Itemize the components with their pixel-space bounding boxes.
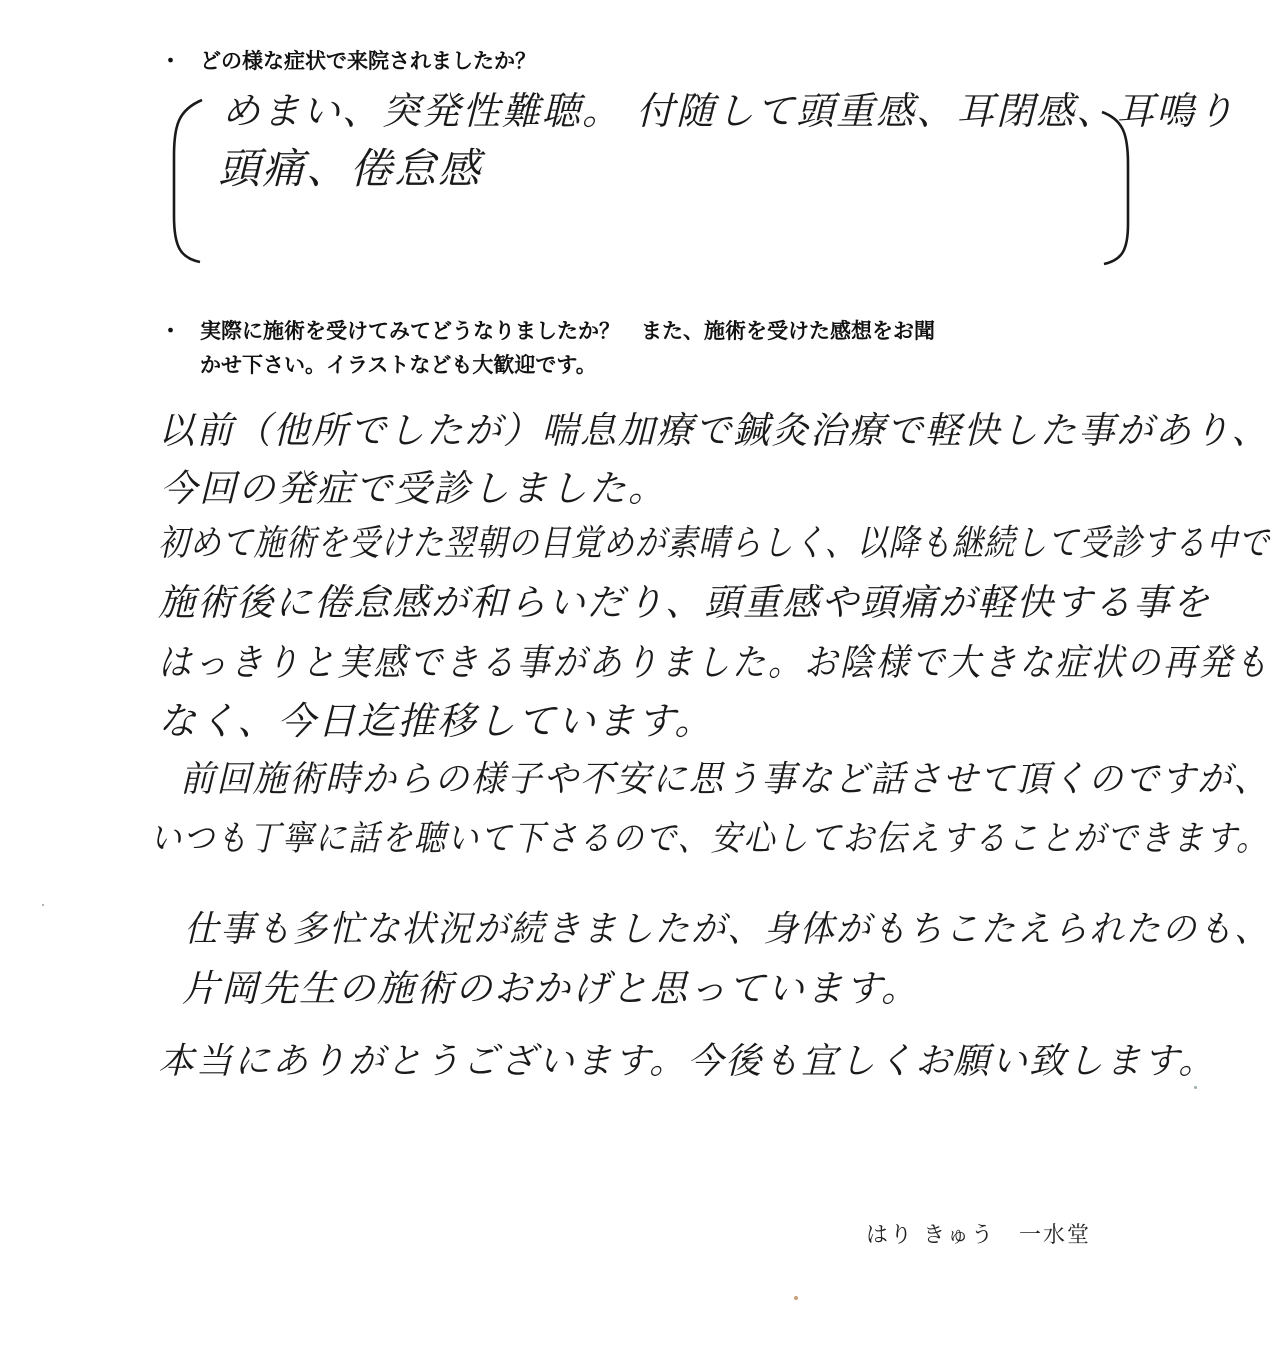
question-2 [160, 314, 935, 382]
left-bracket [168, 96, 208, 266]
question-2-line-2: かせ下さい。イラストなども大歓迎です。 [200, 353, 597, 377]
answer-2-line-5: はっきりと実感できる事がありました。お陰様で大きな症状の再発も [158, 641, 1271, 684]
answer-2-line-7: 前回施術時からの様子や不安に思う事など話させて頂くのですが、 [180, 759, 1270, 800]
answer-2-line-8: いつも丁寧に話を聴いて下さるので、安心してお伝えすることができます。 [150, 819, 1270, 859]
answer-2-line-4: 施術後に倦怠感が和らいだり、頭重感や頭痛が軽快する事を [158, 581, 1211, 624]
scan-speck [1194, 1086, 1197, 1089]
scan-speck [794, 1296, 798, 1300]
question-1-text: どの様な症状で来院されましたか？ [200, 49, 536, 73]
answer-2-line-11: 本当にありがとうございます。今後も宜しくお願い致します。 [158, 1041, 1217, 1082]
bullet: ・ [160, 319, 181, 343]
answer-2-line-6: なく、今日迄推移しています。 [158, 699, 715, 743]
answer-2-line-3: 初めて施術を受けた翌朝の目覚めが素晴らしく、以降も継続して受診する中で [158, 523, 1270, 564]
answer-2-line-1: 以前（他所でしたが）喘息加療で鍼灸治療で軽快した事があり、 [158, 409, 1270, 452]
answer-2-line-10: 片岡先生の施術のおかげと思っています。 [182, 967, 921, 1010]
answer-2-line-9: 仕事も多忙な状況が続きましたが、身体がもちこたえられたのも、 [184, 909, 1271, 950]
clinic-signature: はり きゅう 一水堂 [866, 1223, 1091, 1248]
answer-1-line-1: めまい、突発性難聴。 付随して頭重感、耳閉感、耳鳴り [222, 89, 1237, 133]
answer-1-line-2: 頭痛、倦怠感 [218, 144, 483, 193]
answer-2-line-2: 今回の発症で受診しました。 [160, 467, 667, 510]
bullet: ・ [160, 49, 181, 73]
question-2-line-1: 実際に施術を受けてみてどうなりましたか？ また、施術を受けた感想をお聞 [200, 319, 935, 343]
question-1 [160, 44, 536, 78]
scan-speck [42, 904, 44, 906]
